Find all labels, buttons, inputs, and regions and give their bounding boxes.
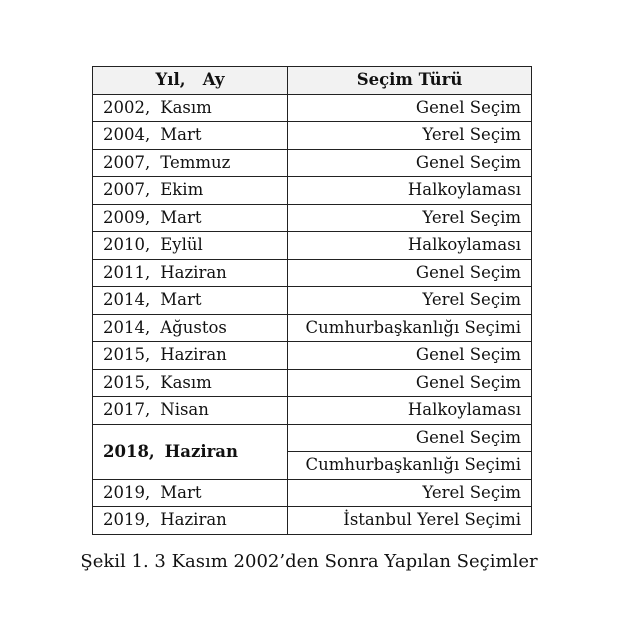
election-type-cell: İstanbul Yerel Seçimi: [288, 507, 532, 535]
year-month-cell: [93, 287, 288, 315]
election-type-cell: Yerel Seçim: [288, 122, 532, 150]
month-text: Mart: [160, 290, 202, 310]
year-month-cell: [93, 232, 288, 260]
election-type-cell: Halkoylaması: [288, 177, 532, 205]
year-month-cell: [93, 94, 288, 122]
header-year-month: Yıl, Ay: [93, 67, 288, 95]
table-header-row: [93, 67, 532, 95]
table-body: [93, 94, 532, 534]
month-text: Haziran: [164, 441, 238, 461]
table-row: [93, 507, 532, 535]
elections-table: [92, 66, 532, 535]
header-election-type: Seçim Türü: [288, 67, 532, 95]
election-type-cell: Genel Seçim: [288, 342, 532, 370]
year-month-cell: [93, 479, 288, 507]
table-row: [93, 204, 532, 232]
month-text: Haziran: [160, 510, 227, 530]
year-month-cell: [93, 314, 288, 342]
year-text: 2007,: [103, 152, 151, 172]
year-month-cell: [93, 342, 288, 370]
year-text: 2015,: [103, 372, 151, 392]
table-row: [93, 342, 532, 370]
month-text: Eylül: [160, 235, 203, 255]
year-month-cell: [93, 259, 288, 287]
election-type-cell: Genel Seçim: [288, 369, 532, 397]
table-row: [93, 149, 532, 177]
year-text: 2014,: [103, 317, 151, 337]
year-month-cell: [93, 397, 288, 425]
month-text: Ağustos: [160, 317, 227, 337]
month-text: Mart: [160, 125, 202, 145]
election-type-cell: Cumhurbaşkanlığı Seçimi: [288, 314, 532, 342]
election-type-cell: Genel Seçim: [288, 94, 532, 122]
table-row: [93, 259, 532, 287]
table-row: [93, 479, 532, 507]
year-month-cell: [93, 369, 288, 397]
year-text: 2018,: [103, 441, 155, 461]
election-type-cell: Yerel Seçim: [288, 204, 532, 232]
month-text: Temmuz: [160, 152, 231, 172]
year-month-cell: [93, 122, 288, 150]
election-type-cell: Genel Seçim: [288, 149, 532, 177]
month-text: Mart: [160, 482, 202, 502]
month-text: Nisan: [160, 400, 209, 420]
election-type-cell: Cumhurbaşkanlığı Seçimi: [288, 452, 532, 480]
month-text: Kasım: [160, 372, 212, 392]
election-type-cell: Genel Seçim: [288, 259, 532, 287]
year-text: 2019,: [103, 482, 151, 502]
table-row: [93, 177, 532, 205]
election-type-cell: Halkoylaması: [288, 397, 532, 425]
year-text: 2011,: [103, 262, 151, 282]
month-text: Ekim: [160, 180, 204, 200]
year-text: 2009,: [103, 207, 151, 227]
year-month-cell: [93, 149, 288, 177]
month-text: Haziran: [160, 345, 227, 365]
year-month-cell: [93, 177, 288, 205]
year-text: 2004,: [103, 125, 151, 145]
year-month-cell: [93, 204, 288, 232]
election-type-cell: Genel Seçim: [288, 424, 532, 452]
year-text: 2010,: [103, 235, 151, 255]
year-text: 2002,: [103, 97, 151, 117]
table-row: [93, 369, 532, 397]
table-row: [93, 287, 532, 315]
year-text: 2007,: [103, 180, 151, 200]
table-row: [93, 94, 532, 122]
year-month-cell: [93, 424, 288, 479]
table-row: [93, 397, 532, 425]
year-text: 2017,: [103, 400, 151, 420]
election-type-cell: Yerel Seçim: [288, 287, 532, 315]
table-row: [93, 314, 532, 342]
year-text: 2014,: [103, 290, 151, 310]
year-text: 2019,: [103, 510, 151, 530]
table-row: [93, 122, 532, 150]
figure-caption: Şekil 1. 3 Kasım 2002’den Sonra Yapılan Seçimler: [80, 551, 538, 572]
year-month-cell: [93, 507, 288, 535]
elections-table-wrapper: [92, 66, 532, 535]
table-row: [93, 232, 532, 260]
month-text: Haziran: [160, 262, 227, 282]
month-text: Mart: [160, 207, 202, 227]
table-row: [93, 424, 532, 452]
election-type-cell: Halkoylaması: [288, 232, 532, 260]
year-text: 2015,: [103, 345, 151, 365]
month-text: Kasım: [160, 97, 212, 117]
election-type-cell: Yerel Seçim: [288, 479, 532, 507]
